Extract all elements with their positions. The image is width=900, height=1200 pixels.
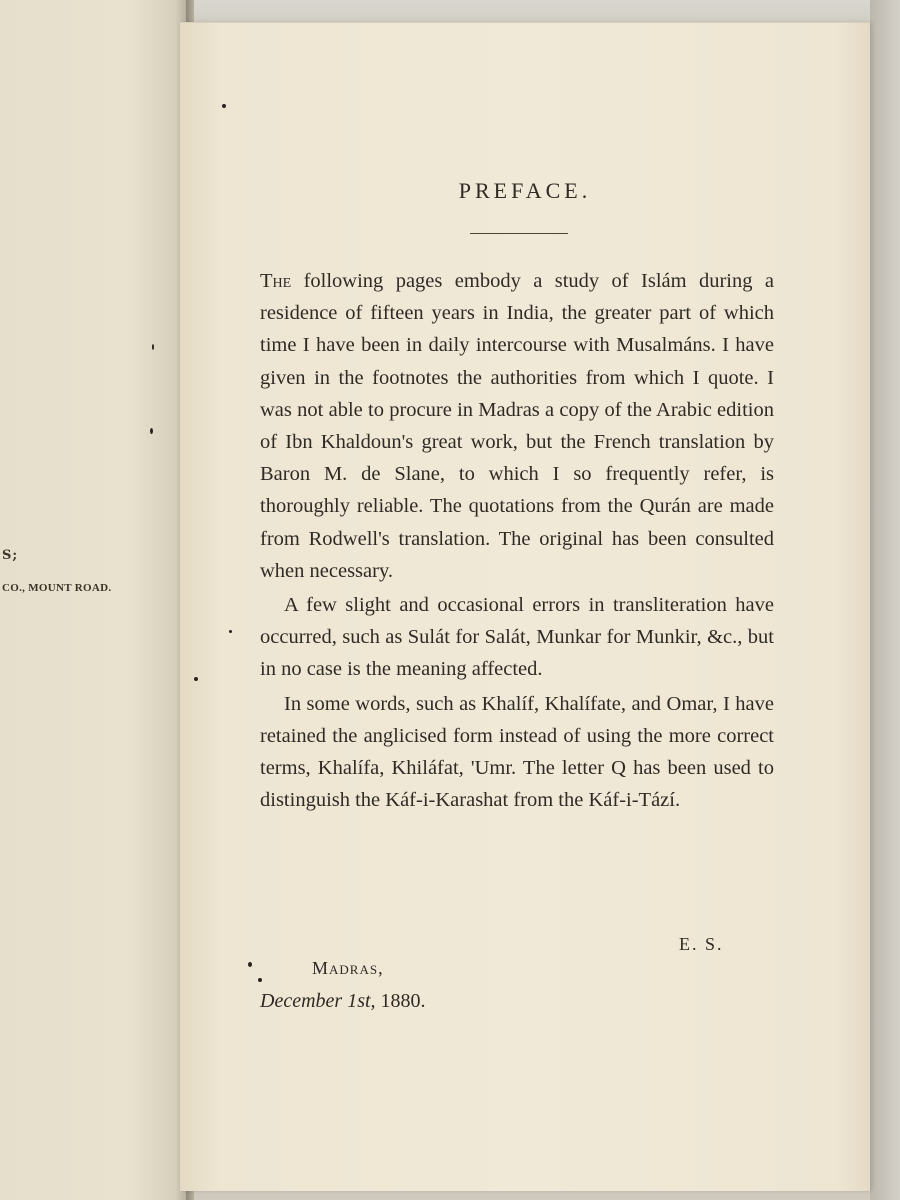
- date-day: 1st,: [347, 990, 376, 1012]
- signature-initials: E. S.: [679, 934, 724, 954]
- date-month: December: [260, 990, 343, 1012]
- ink-speck: [258, 978, 262, 982]
- title-rule: [470, 233, 568, 234]
- paragraph-3: In some words, such as Khalíf, Khalífate, and Omar, I have retained the anglicised form instead of using the more correct terms, Khalífa, Khiláfat, 'Umr. The letter Q has been used to distinguish the Káf-i-Karashat from the Káf-i-Tází.: [260, 692, 774, 812]
- ink-speck: [150, 428, 153, 434]
- ink-speck: [229, 630, 232, 633]
- left-page-imprint-fragment: CO., MOUNT ROAD.: [2, 582, 112, 594]
- background-strip: [194, 0, 900, 22]
- paragraph-2: A few slight and occasional errors in transliteration have occurred, such as Sulát for Salát, Munkar for Munkir, &c., but in no case is the meaning affected.: [260, 594, 774, 681]
- paragraph-1: [260, 265, 774, 587]
- background-edge: [870, 0, 900, 1200]
- ink-speck: [222, 104, 226, 108]
- place-line: Madras,: [312, 958, 384, 978]
- ink-speck: [194, 677, 198, 681]
- page-title: PREFACE.: [458, 178, 592, 203]
- ink-speck: [152, 344, 154, 350]
- date-line: [260, 990, 426, 1013]
- date-year: 1880.: [380, 990, 426, 1012]
- lead-word: The: [260, 270, 292, 292]
- ink-speck: [248, 962, 252, 967]
- preface-body: [260, 265, 774, 816]
- left-page-fragment: S;: [2, 548, 19, 563]
- paragraph-1-text: following pages embody a study of Islám during a residence of fifteen years in India, the greater part of which time I have been in daily intercourse with Musalmáns. I have given in the footnotes the authorities from which I quote. I was not able to procure in Madras a copy of the Arabic edition of Ibn Khaldoun's great work, but the French translation by Baron M. de Slane, to which I so frequently refer, is thoroughly reliable. The quotations from the Qurán are made from Rodwell's translation. The original has been consulted when necessary.: [260, 270, 774, 582]
- left-page: [0, 0, 186, 1200]
